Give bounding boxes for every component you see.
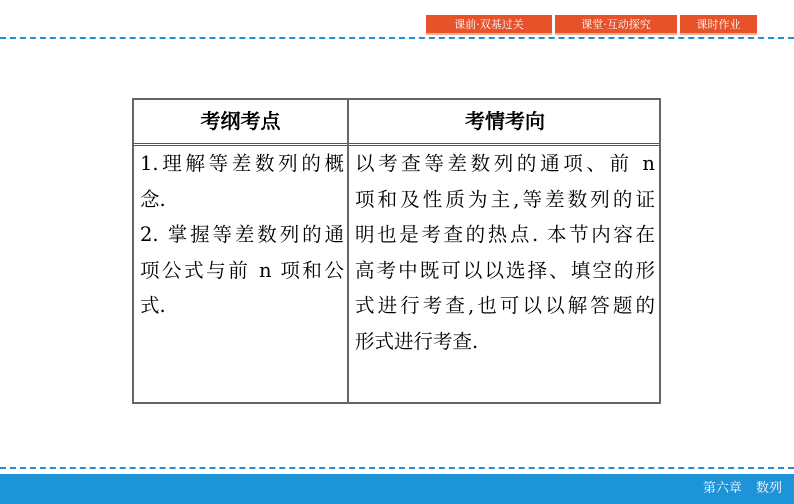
footer-divider bbox=[0, 467, 794, 469]
text-line: 以考查等差数列的通项、前 n bbox=[355, 152, 655, 175]
header-exam-trends: 考情考向 bbox=[465, 109, 545, 133]
text-line: 高考中既可以以选择、填空的形 bbox=[355, 258, 655, 282]
exam-trends-cell bbox=[355, 146, 655, 359]
text-line: 式进行考查,也可以以解答题的 bbox=[355, 294, 655, 317]
text-line: 项公式与前 n 项和公 bbox=[140, 258, 344, 282]
header-divider bbox=[0, 37, 794, 39]
syllabus-table bbox=[132, 98, 661, 404]
text-line: 明也是考查的热点. 本节内容在 bbox=[355, 223, 655, 246]
text-line: 1.理解等差数列的概 bbox=[140, 152, 344, 175]
chapter-label: 第六章 数列 bbox=[702, 481, 782, 496]
footer-bar bbox=[0, 474, 794, 504]
tab-homework[interactable]: 课时作业 bbox=[680, 15, 757, 35]
column-divider bbox=[347, 100, 349, 402]
text-line: 形式进行考查. bbox=[355, 329, 479, 353]
tab-pre-class[interactable]: 课前·双基过关 bbox=[426, 15, 552, 35]
text-line: 2. 掌握等差数列的通 bbox=[140, 223, 344, 246]
text-line: 念. bbox=[140, 187, 166, 211]
header-divider-line bbox=[134, 143, 659, 144]
text-line: 项和及性质为主,等差数列的证 bbox=[355, 187, 655, 211]
exam-points-cell bbox=[140, 146, 344, 324]
text-line: 式. bbox=[140, 294, 166, 317]
tab-in-class[interactable]: 课堂·互动探究 bbox=[555, 15, 677, 35]
table-header-row bbox=[134, 100, 659, 143]
header-exam-points: 考纲考点 bbox=[200, 109, 281, 133]
